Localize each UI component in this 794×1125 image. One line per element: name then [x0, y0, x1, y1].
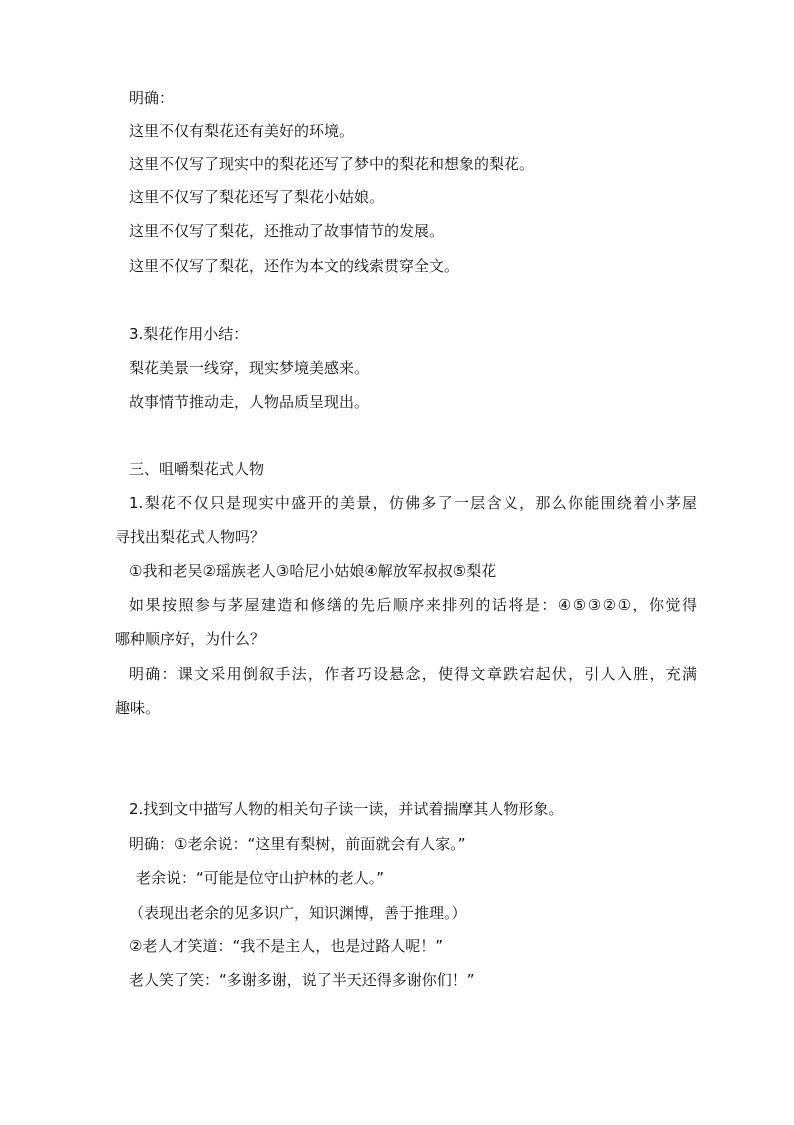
question-1-line-2: 寻找出梨花式人物吗？	[115, 528, 266, 546]
answer-3-line-2: 老余说：“可能是位守山护林的老人。”	[136, 869, 385, 887]
answer-item-3: 这里不仅写了梨花还写了梨花小姑娘。	[129, 188, 385, 206]
question-1-line-1: 1.梨花不仅只是现实中盛开的美景，仿佛多了一层含义，那么你能围绕着小茅屋	[129, 494, 697, 512]
answer-3-line-1: 明确：①老余说：“这里有梨树，前面就会有人家。”	[129, 835, 466, 853]
answer-3-line-5: 老人笑了笑：“多谢多谢，说了半天还得多谢你们！”	[129, 971, 475, 989]
section-heading: 三、咀嚼梨花式人物	[129, 460, 265, 478]
answer-3-line-3: （表现出老余的见多识广，知识渊博，善于推理。）	[129, 904, 467, 922]
answer-item-4: 这里不仅写了梨花，还推动了故事情节的发展。	[129, 222, 445, 240]
answer-item-1: 这里不仅有梨花还有美好的环境。	[129, 122, 355, 140]
answer-item-5: 这里不仅写了梨花，还作为本文的线索贯穿全文。	[129, 257, 460, 275]
summary-heading: 3.梨花作用小结：	[129, 325, 249, 343]
answer-item-2: 这里不仅写了现实中的梨花还写了梦中的梨花和想象的梨花。	[129, 155, 535, 173]
people-list: ①我和老吴②瑶族老人③哈尼小姑娘④解放军叔叔⑤梨花	[129, 562, 497, 580]
order-line-2: 哪种顺序好，为什么？	[115, 630, 266, 648]
answer-2-line-1: 明确：课文采用倒叙手法，作者巧设悬念，使得文章跌宕起伏，引人入胜，充满	[129, 665, 697, 683]
summary-line-1: 梨花美景一线穿，现实梦境美感来。	[129, 359, 370, 377]
answer-label: 明确：	[129, 89, 175, 107]
order-line-1: 如果按照参与茅屋建造和修缮的先后顺序来排列的话将是：④⑤③②①，你觉得	[129, 596, 697, 614]
answer-3-line-4: ②老人才笑道：“我不是主人，也是过路人呢！”	[129, 937, 443, 955]
question-2: 2.找到文中描写人物的相关句子读一读，并试着揣摩其人物形象。	[129, 800, 564, 818]
summary-line-2: 故事情节推动走，人物品质呈现出。	[129, 393, 370, 411]
answer-2-line-2: 趣味。	[115, 699, 161, 717]
